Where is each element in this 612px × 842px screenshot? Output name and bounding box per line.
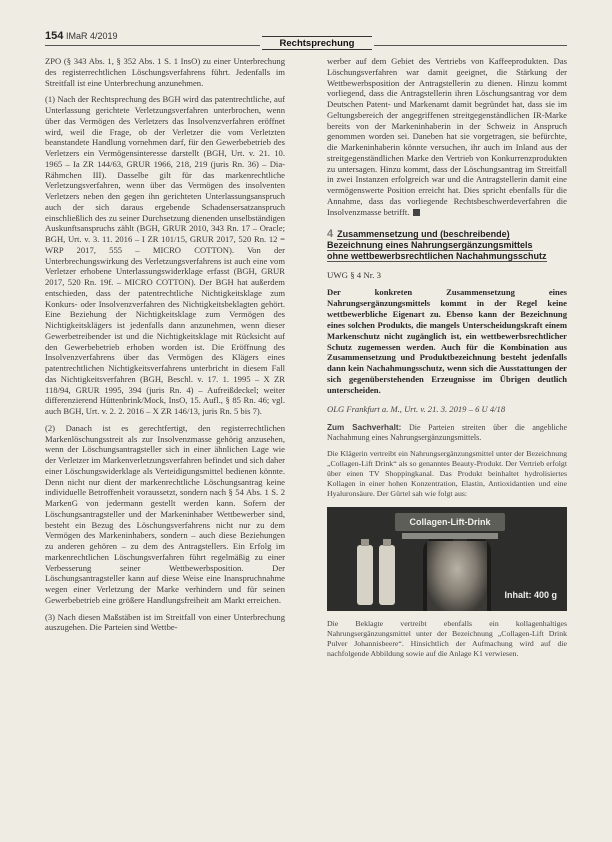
paragraph: Die Klägerin vertreibt ein Nahrungsergänzungsmittel unter der Bezeichnung „Collagen-Lift Drink“ als so genanntes Beauty-Produkt. Der Vertrieb erfolgt über einen TV Shoppingkanal. Das Produkt beinhaltet hydrolisiertes Kollagen in einer hohen Konzentration, Elastin, Antioxidantien und eine Hyaluronsäure. Der Gürtel sah wie folgt aus: [327, 449, 567, 499]
paragraph: (2) Danach ist es gerechtfertigt, den registerrechtlichen Markenlöschungsstreit als zur Insolvenzmasse gehörig anzusehen, wenn der Löschungsantragsteller sich in einer ähnlichen Lage wie der Verletzer im Markenverletzungsverfahren befindet und sich daher einer Löschungswiderklage als Verteidigungsmittel bedienen könnte. Denn nicht nur dient der markenrechtliche Löschungsantrag keine individuelle Betroffenheit voraussetzt, sondern nach § 54 Abs. 1 S. 2 MarkenG von jedermann gestellt werden kann. Sofern der Löschungsantragsteller und der Markeninhaber Wettbewerber sind, besteht ein Bezug des Löschungsverfahrens nicht nur zu dem Vermögen des Markeninhabers, sondern – auch diese Beziehungen zu anderen gehören – zu dem des Antragstellers. Ein Erfolg im markenrechtlichen Löschungsverfahren führt regelmäßig zu einer Verbesserung seiner Wettbewerbsposition. Der Löschungsantragsteller kann auf diese Weise eine Inanspruchnahme wegen einer Verletzung der Marke verhindern und für seinen Gewerbebetrieb eine größere Handlungsfreiheit am Markt erreichen. [45, 422, 285, 605]
facts-text: Die Parteien streiten über die angebliche Nachahmung eines Nahrungsergänzungsmittels. [327, 422, 568, 443]
court-citation: OLG Frankfurt a. M., Urt. v. 21. 3. 2019 – 6 U 4/18 [327, 404, 506, 415]
journal-name: IMaR 4/2019 [66, 31, 118, 41]
portrait-face [427, 541, 487, 611]
page-number: 154 [45, 30, 64, 42]
case-heading [327, 229, 567, 262]
paragraph: Die Beklagte vertreibt ebenfalls ein kollagenhaltiges Nahrungsergänzungsmittel unter der Bezeichnung „Collagen-Lift Drink Pulver Johannisbeere“. Hinsichtlich der Aufmachung wird auf die nachfolgende Abbildung sowie auf die Anlage K1 verwiesen. [327, 619, 567, 659]
law-reference: UWG § 4 Nr. 3 [327, 270, 381, 281]
paragraph: (3) Nach diesen Maßstäben ist im Streitfall von einer Unterbrechung auszugehen. Die Parteien sind Wettbe- [45, 611, 285, 633]
section-title: Rechtsprechung [262, 36, 372, 50]
bottle-icon [379, 545, 395, 605]
paragraph: ZPO (§ 343 Abs. 1, § 352 Abs. 1 S. 1 InsO) zu einer Unterbrechung des registerrechtlichen Löschungsverfahrens führt. Jedenfalls im Streitfall ist eine Unterbrechung anzunehmen. [45, 56, 285, 88]
left-column [45, 56, 285, 639]
bottle-icon [357, 545, 373, 605]
right-column [327, 56, 567, 665]
paragraph [327, 56, 567, 217]
case-title-line: ohne wettbewerbsrechtlichen Nachahmungsschutz [327, 251, 547, 262]
end-of-article-icon [413, 209, 420, 216]
product-content-label: Inhalt: 400 g [504, 590, 557, 601]
case-title-line: Zusammensetzung und (beschreibende) [337, 229, 510, 240]
header-rule-right [374, 45, 567, 46]
product-banner: Collagen-Lift-Drink [395, 513, 505, 531]
case-title-line: Bezeichnung eines Nahrungsergänzungsmittels [327, 240, 533, 251]
product-image [327, 507, 567, 611]
headnote: Der konkreten Zusammensetzung eines Nahrungsergänzungsmittels kommt in der Regel keine wettbewerbliche Eigenart zu. Ebenso kann der Bezeichnung eines solchen Produkts, die mangels Unterscheidungskraft einem Markenschutz nicht zugänglich ist, ein wettbewerbsrechtlicher Schutz zugemessen werden. Auch für die Kombination aus Zusammensetzung und Produktbezeichnung besteht jedenfalls dann kein Nachahmungsschutz, wenn sich die Ausstattungen der sich gegenüberstehenden Erzeugnisse im Übrigen deutlich unterscheiden. [327, 287, 567, 396]
paragraph-text: werber auf dem Gebiet des Vertriebs von Kaffeeprodukten. Das Löschungsverfahren war damit geeignet, die Stärkung der Wettbewerbsposition der Antragstellerin zu dienen. Hinzu kommt vorliegend, dass die Antragstellerin ihren Löschungsantrag vor dem Deutschen Patent- und Markenamt damit begründet hat, dass sie im Geltungsbereich der angegriffenen streitgegenständlichen IR-Marke bereits von der Markeninhaberin in der Schweiz in Anspruch genommen worden sei. Daneben hat sie vorgetragen, sie befürchte, die Markeninhaberin könnte versuchen, ihr auch im Inland aus der streitgegenständlichen Marke den Vertrieb von Konkurrenzprodukten zu untersagen. Hinzu kommt, dass der Löschungsantrag im Streitfall in zwei Instanzen erfolgreich war und die Antragstellerin damit eine vermögenswerte Position erreicht hat. Dies spricht ebenfalls für die Annahme, dass das vorliegende Rechtsbeschwerdeverfahren die Insolvenzmasse betrifft. [327, 56, 567, 217]
paragraph: (1) Nach der Rechtsprechung des BGH wird das patentrechtliche, auf Unterlassung gerichtete Verletzungsverfahren unterbrochen, wenn über das Vermögen des Verletzers das Insolvenzverfahren eröffnet wird, weil die Frage, ob der Verletzer die vom Verletzten beanstandete Handlung vornehmen darf, für den Gewerbebetrieb des Verletzers ein Vermögensinteresse darstellt (BGH, Urt. v. 21. 10. 1965 – Ia ZR 144/63, GRUR 1966, 218, 219 (juris Rn. 36) – Dia-Rähmchen III). Dasselbe gilt für das markenrechtliche Verletzungsverfahren, wenn über das Vermögen des insolventen Verletzers neben den gegen ihn gerichteten Unterlassungsanspruch auch der sich daraus ergebende Schadensersatzanspruch einschließlich des zu seiner Durchsetzung dienenden unselbständigen Auskunftsanspruchs zählt (BGH, GRUR 2010, 343 Rn. 17 – Oracle; BGH, Urt. v. 3. 11. 2016 – I ZR 101/15, GRUR 2017, 520 Rn. 12 = WRP 2017, 555 – MICRO COTTON). Von der Unterbrechungswirkung des Verletzungsverfahrens ist auch eine vom Verletzer erhobene Unterlassungswiderklage erfasst (BGH, GRUR 2017, 520 Rn. 19f. – MICRO COTTON). Der BGH hat außerdem entschieden, dass der patentrechtliche Nichtigkeitsklage zum Konkurs- oder Insolvenzverfahren des Nichtigkeitsbeklagten gehört. Eine Beziehung der Nichtigkeitsklage zum Vermögen des Nichtigkeitsklägers ist jedenfalls dann anzunehmen, wenn dieser Gewerbetreibender ist und die Nichtigkeitsklage mit Rücksicht auf den Gewerbebetrieb erhoben worden ist. Die Eröffnung des Insolvenzverfahrens über das Vermögen des Klägers eines patentrechtlichen Nichtigkeitsverfahrens unterbricht in diesem Fall das Nichtigkeitsverfahren (BGH, Beschl. v. 17. 1. 1995 – X ZR 118/94, GRUR 1995, 394 (juris Rn. 4) – Aufreißdeckel; weiter differenzierend Hüttenbrink/Mock, InsO, 15. Aufl., § 85 Rn. 46; vgl. auch BGH, Urt. v. 2. 2. 2016 – X ZR 146/13, juris Rn. 5 bis 7). [45, 94, 285, 416]
case-number: 4 [327, 228, 334, 241]
header-rule-left [45, 45, 260, 46]
facts-label: Zum Sachverhalt: [327, 422, 402, 432]
facts-intro [327, 423, 567, 443]
banner-subline [402, 533, 498, 539]
